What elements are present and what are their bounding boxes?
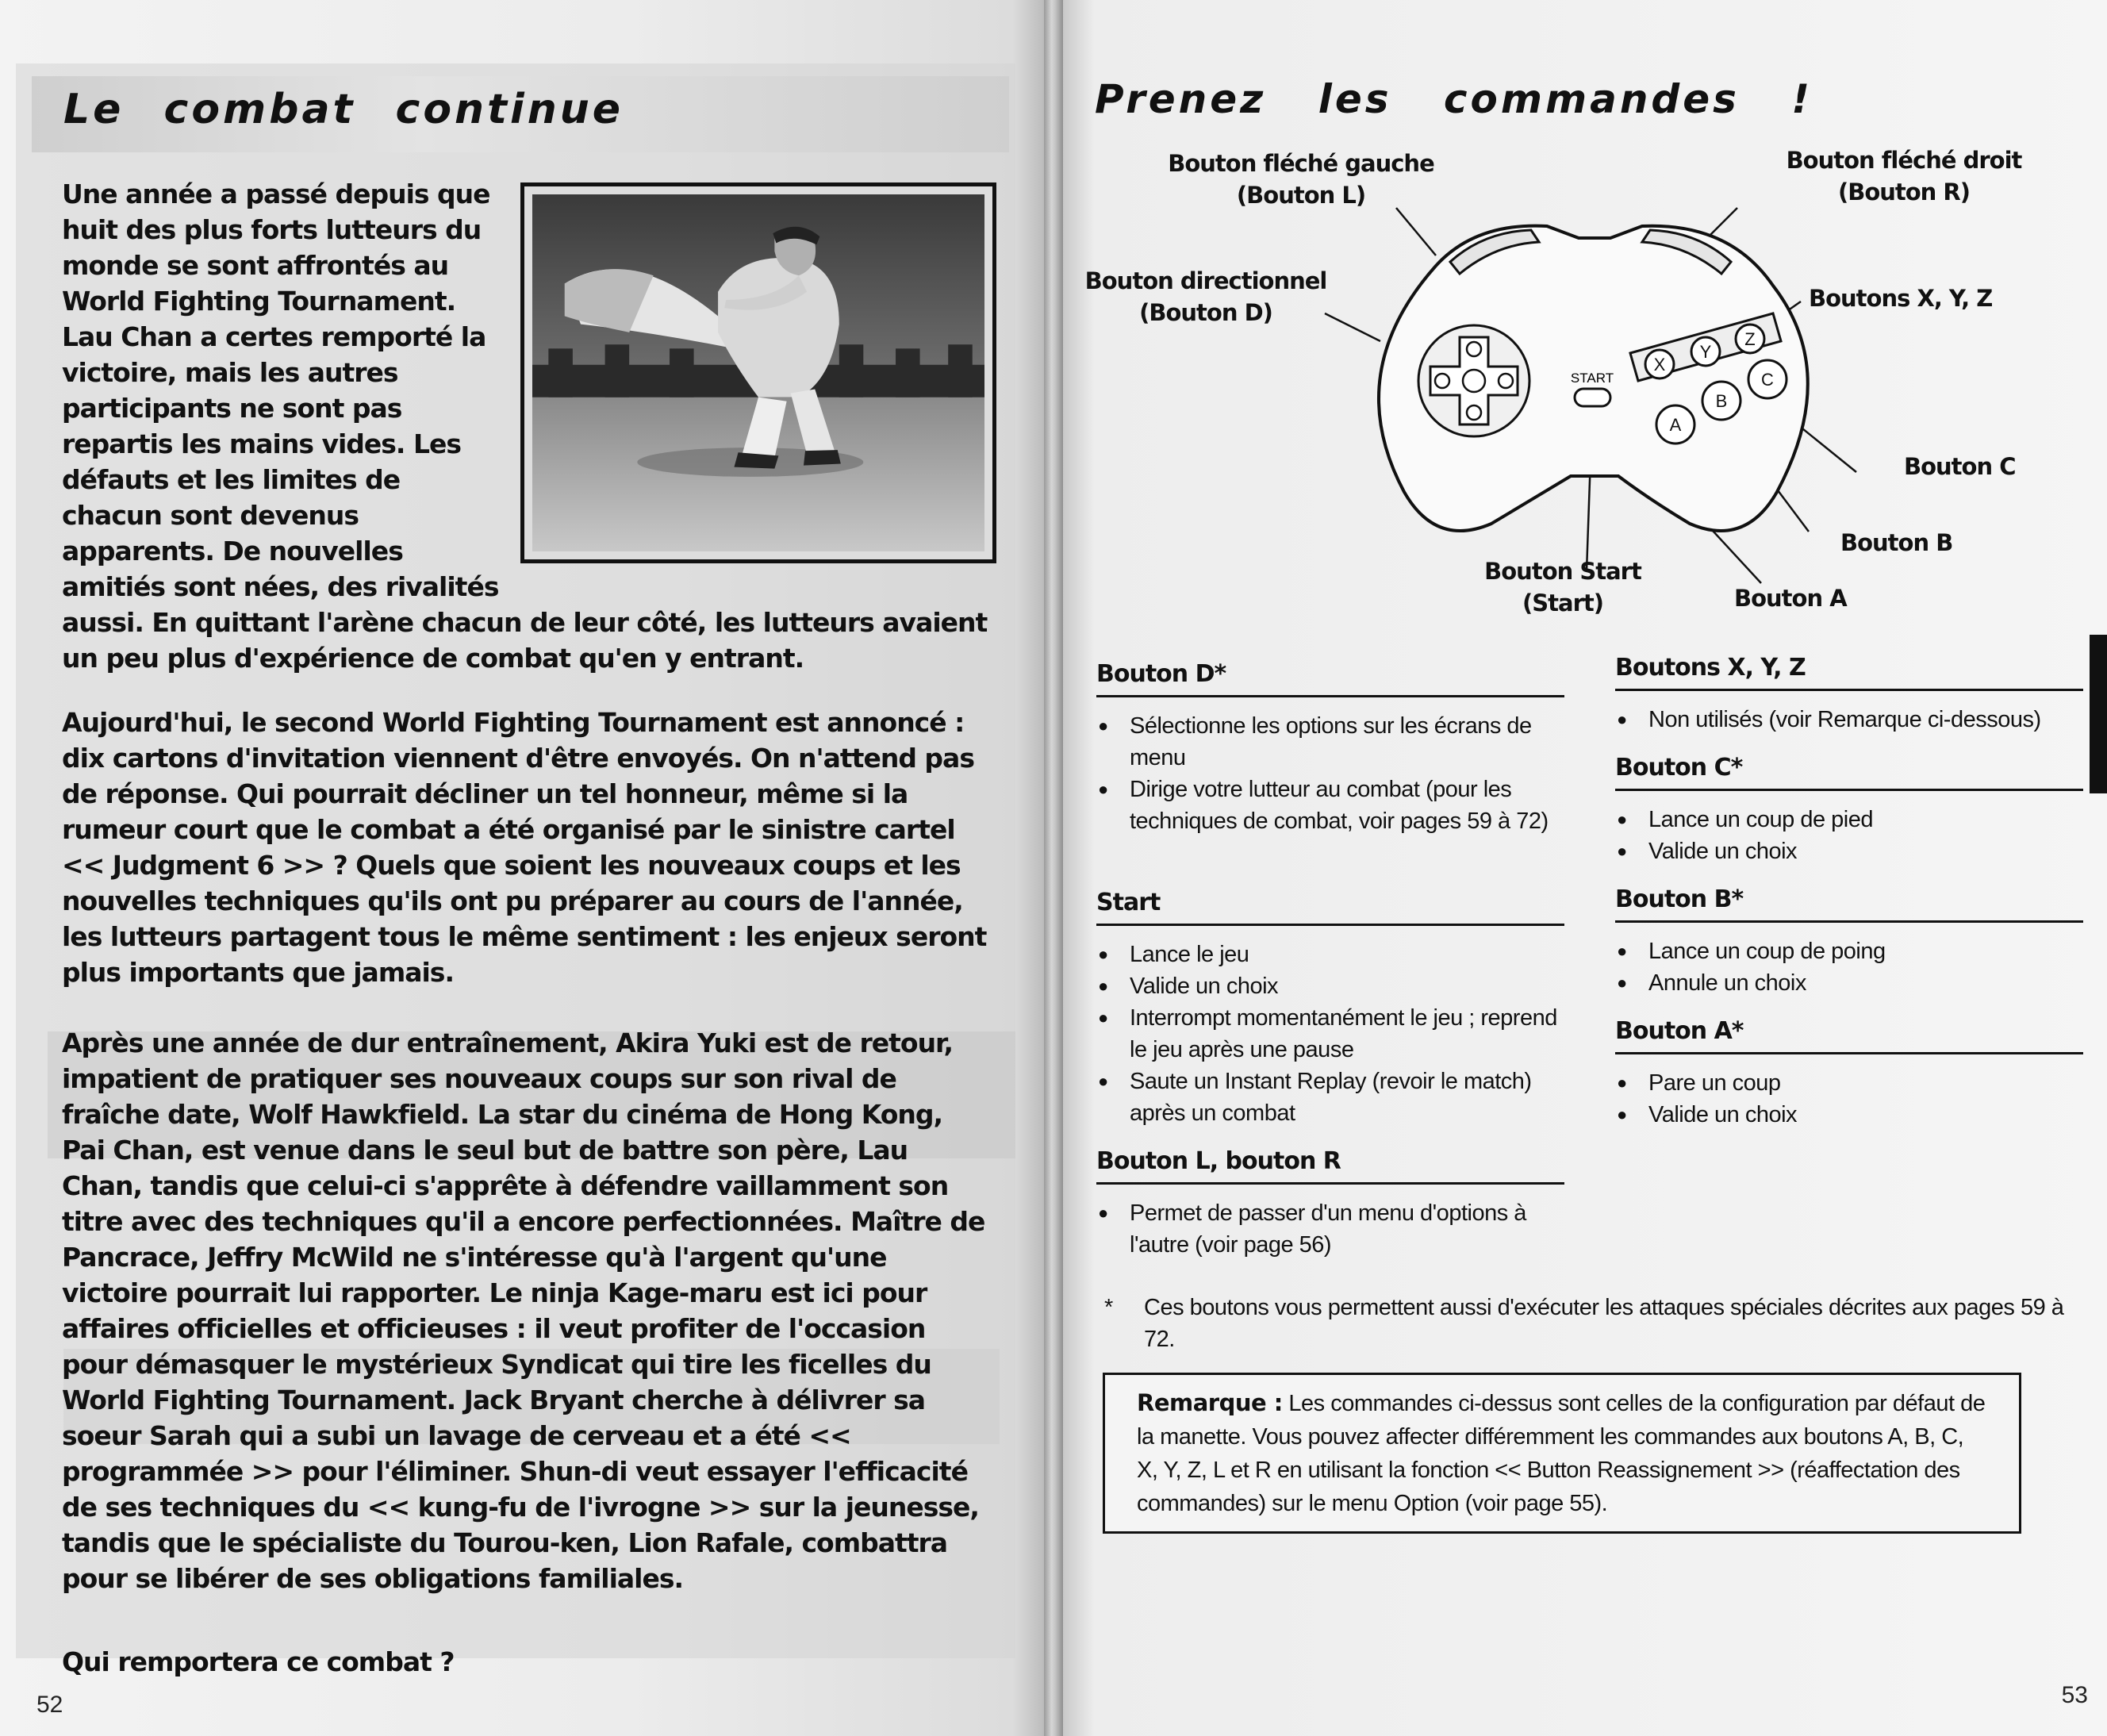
list-item: ● Valide un choix	[1615, 835, 2083, 867]
label-b: Bouton B	[1840, 529, 1953, 556]
section-title: Bouton A*	[1615, 1016, 2083, 1054]
book-gutter	[1044, 0, 1063, 1736]
list-item: ● Saute un Instant Replay (revoir le match) après un combat	[1096, 1066, 1564, 1129]
section-d-button	[1096, 659, 1564, 837]
section-title: Bouton L, bouton R	[1096, 1146, 1564, 1185]
label-l-button: Bouton fléché gauche (Bouton L)	[1168, 150, 1434, 209]
a-button-label: A	[1669, 415, 1682, 435]
story-question: Qui remportera ce combat ?	[62, 1646, 455, 1677]
section-title: Bouton B*	[1615, 884, 2083, 923]
remark-label: Remarque :	[1137, 1389, 1283, 1416]
remark-text: Les commandes ci-dessus sont celles de la configuration par défaut de la manette. Vous pouvez affecter différemment les commandes aux boutons A, B, C, X, Y, Z, L et R en utilisant la fonction << Button Reassignement >> (réaffectation des commandes) sur le menu Option (voir page 55).	[1137, 1391, 1986, 1516]
right-page	[1063, 0, 2107, 1736]
left-page	[0, 0, 1044, 1736]
list-item: ● Dirige votre lutteur au combat (pour les techniques de combat, voir pages 59 à 72)	[1096, 774, 1564, 837]
remark-box	[1103, 1373, 2021, 1534]
story-paragraph: Une année a passé depuis que huit des plus forts lutteurs du monde se sont affrontés au World Fighting Tournament. Lau Chan a certes remporté la victoire, mais les autres participants ne sont pas repartis les mains vides. Les défauts et les limites de chacun sont devenus apparents. De nouvelles amitiés sont nées, des rivalités aussi. En quittant l'arène chacun de leur côté, les lutteurs avaient un peu plus d'expérience de combat qu'en y entrant.	[62, 176, 990, 676]
fighter-image	[532, 194, 984, 551]
section-b-button	[1615, 884, 2083, 999]
list-item: ● Interrompt momentanément le jeu ; reprend le jeu après une pause	[1096, 1002, 1564, 1066]
list-item: ● Lance le jeu	[1096, 939, 1564, 970]
start-label: START	[1570, 371, 1614, 386]
page-title: Prenez les commandes !	[1095, 76, 1813, 122]
list-item: ● Lance un coup de poing	[1615, 935, 2083, 967]
section-c-button	[1615, 752, 2083, 867]
section-title: Start	[1096, 887, 1564, 926]
c-button-label: C	[1761, 370, 1774, 390]
section-title: Bouton C*	[1615, 752, 2083, 791]
footnote-mark: *	[1104, 1295, 1113, 1320]
section-title: Boutons X, Y, Z	[1615, 652, 2083, 691]
x-button-label: X	[1653, 355, 1666, 374]
page-number: 52	[36, 1692, 63, 1718]
list-item: ● Valide un choix	[1615, 1099, 2083, 1131]
label-a: Bouton A	[1734, 585, 1847, 612]
list-item: ● Permet de passer d'un menu d'options à l'autre (voir page 56)	[1096, 1197, 1564, 1261]
footnote-text: Ces boutons vous permettent aussi d'exécuter les attaques spéciales décrites aux pages 59 à 72.	[1144, 1295, 2064, 1352]
list-item: ● Annule un choix	[1615, 967, 2083, 999]
z-button-label: Z	[1744, 329, 1756, 349]
page-title: Le combat continue	[32, 76, 1009, 152]
section-a-button	[1615, 1016, 2083, 1131]
label-start: Bouton Start (Start)	[1484, 558, 1641, 616]
b-button-label: B	[1715, 391, 1728, 411]
story-paragraph: Après une année de dur entraînement, Akira Yuki est de retour, impatient de pratiquer ses nouveaux coups sur son rival de fraîche date, Wolf Hawkfield. La star du cinéma de Hong Kong, Pai Chan, est venue dans le seul but de battre son père, Lau Chan, tandis que celui-ci s'apprête à défendre vaillamment son titre avec des techniques qu'il a encore perfectionnées. Maître de Pancrace, Jeffry McWild ne s'intéresse qu'à l'argent qu'une victoire pourrait lui rapporter. Le ninja Kage-maru est ici pour affaires officielles et officieuses : il veut profiter de l'occasion pour démasquer le mystérieux Syndicat qui tire les ficelles du World Fighting Tournament. Jack Bryant cherche à délivrer sa soeur Sarah qui a subi un lavage de cerveau et a été << programmée >> pour l'éliminer. Shun-di veut essayer l'efficacité de ses techniques du << kung-fu de l'ivrogne >> sur la jeunesse, tandis que le spécialiste du Tourou-ken, Lion Rafale, combattra pour se libérer de ses obligations familiales.	[62, 1027, 985, 1594]
label-xyz: Boutons X, Y, Z	[1809, 285, 1993, 312]
footnote	[1104, 1292, 2088, 1355]
section-lr-buttons	[1096, 1146, 1564, 1261]
y-button-label: Y	[1699, 342, 1712, 362]
list-item: ● Lance un coup de pied	[1615, 804, 2083, 835]
thumb-index-tab	[2090, 635, 2107, 793]
section-title: Bouton D*	[1096, 659, 1564, 697]
story-paragraph: Aujourd'hui, le second World Fighting Tournament est annoncé : dix cartons d'invitation viennent d'être envoyés. On n'attend pas de réponse. Qui pourrait décliner un tel honneur, même si la rumeur court que le combat a été organisé par le sinistre cartel << Judgment 6 >> ? Quels que soient les nouveaux coups et les nouvelles techniques qu'ils ont pu préparer au cours de l'année, les lutteurs partagent tous le même sentiment : les enjeux seront plus importants que jamais.	[62, 707, 987, 988]
game-screenshot	[520, 182, 996, 563]
list-item: ● Sélectionne les options sur les écrans de menu	[1096, 710, 1564, 774]
label-c: Bouton C	[1904, 453, 2016, 480]
start-button	[1575, 389, 1610, 406]
section-xyz-buttons	[1615, 652, 2083, 735]
list-item: ● Valide un choix	[1096, 970, 1564, 1002]
label-r-button: Bouton fléché droit (Bouton R)	[1786, 147, 2022, 205]
list-item: ● Non utilisés (voir Remarque ci-dessous)	[1615, 704, 2083, 735]
list-item: ● Pare un coup	[1615, 1067, 2083, 1099]
page-number: 53	[2061, 1682, 2088, 1708]
label-dpad: Bouton directionnel (Bouton D)	[1084, 267, 1327, 326]
section-start	[1096, 887, 1564, 1129]
